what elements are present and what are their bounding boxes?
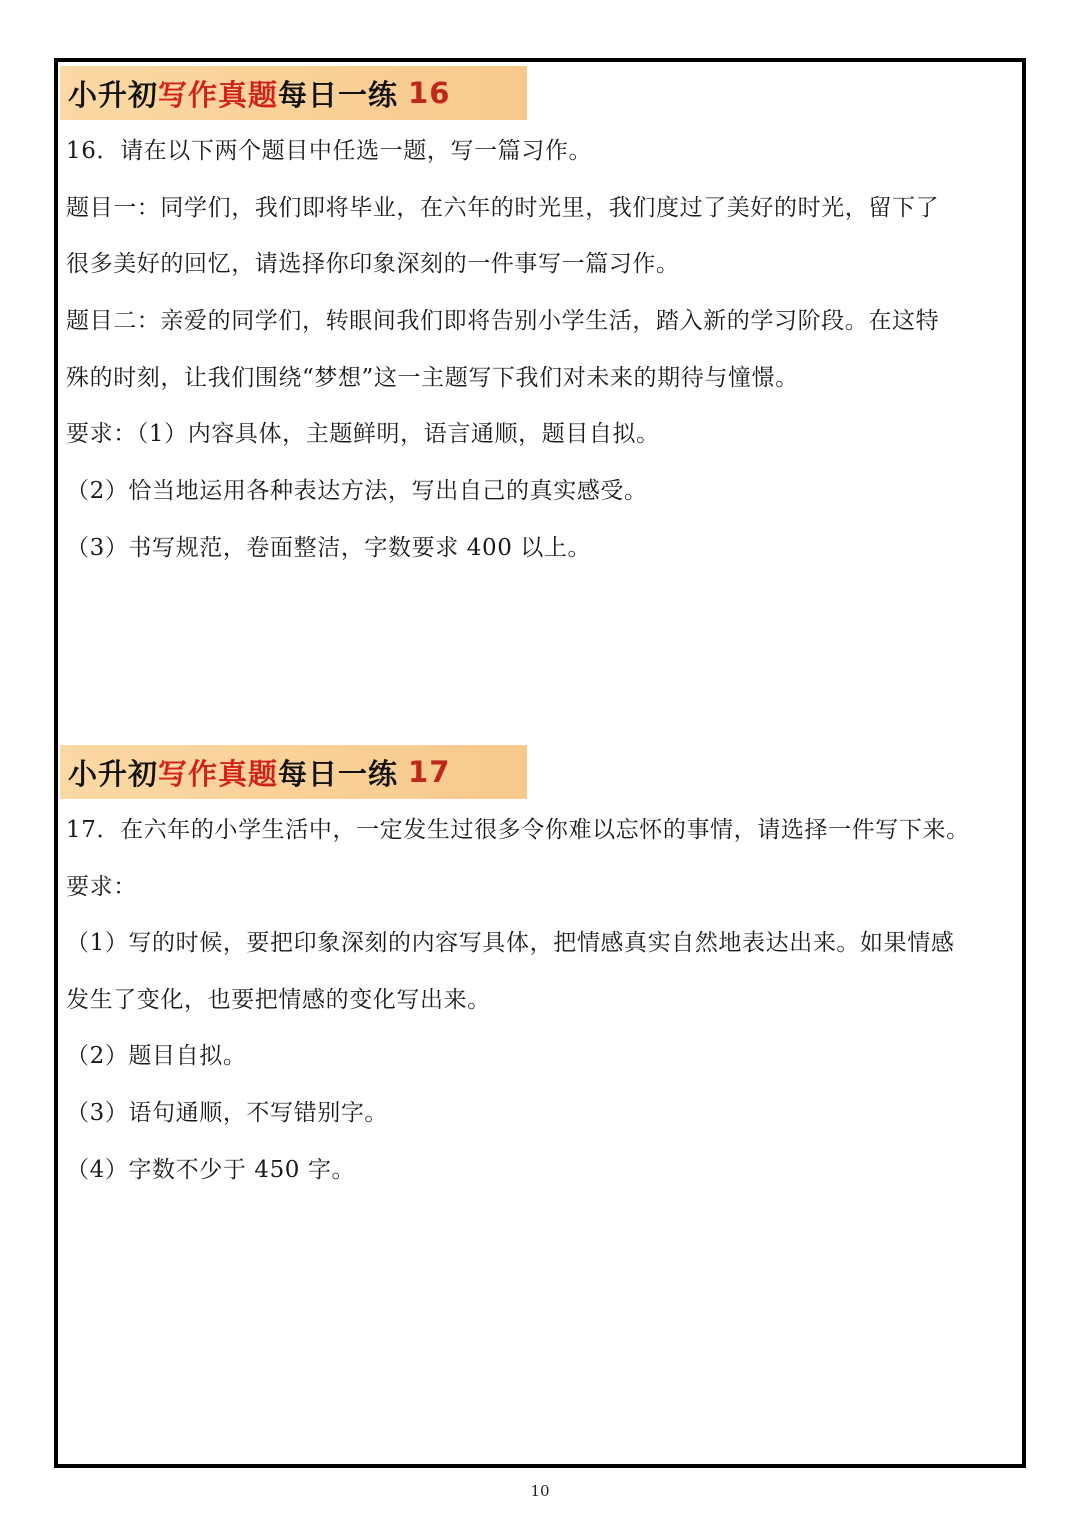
q16-topic1-line2: 很多美好的回忆，请选择你印象深刻的一件事写一篇习作。: [66, 251, 680, 277]
q16-prompt: 16．请在以下两个题目中任选一题，写一篇习作。: [66, 138, 593, 164]
section-title-17: [60, 745, 527, 799]
section-title-16: [60, 66, 527, 120]
q16-requirement-3: （3）书写规范，卷面整洁，字数要求 400 以上。: [66, 535, 592, 561]
q16-requirement-1: 要求：（1）内容具体，主题鲜明，语言通顺，题目自拟。: [66, 421, 660, 447]
q17-requirements-label: 要求：: [66, 874, 137, 900]
q16-requirement-2: （2）恰当地运用各种表达方法，写出自己的真实感受。: [66, 478, 648, 504]
q17-requirement-3: （3）语句通顺，不写错别字。: [66, 1100, 389, 1126]
title-highlight: 写作真题: [158, 756, 279, 791]
q16-topic2-line1: 题目二：亲爱的同学们，转眼间我们即将告别小学生活，踏入新的学习阶段。在这特: [66, 308, 940, 334]
q17-requirement-1-line2: 发生了变化，也要把情感的变化写出来。: [66, 987, 491, 1013]
title-prefix: 小升初: [68, 77, 159, 112]
q17-prompt: 17．在六年的小学生活中，一定发生过很多令你难以忘怀的事情，请选择一件写下来。: [66, 817, 970, 843]
title-prefix: 小升初: [68, 756, 159, 791]
title-suffix: 每日一练: [278, 77, 399, 112]
title-number: 16: [408, 76, 451, 110]
title-suffix: 每日一练: [278, 756, 399, 791]
title-highlight: 写作真题: [158, 77, 279, 112]
q17-requirement-4: （4）字数不少于 450 字。: [66, 1157, 356, 1183]
q16-topic2-line2: 殊的时刻，让我们围绕“梦想”这一主题写下我们对未来的期待与憧憬。: [66, 365, 799, 391]
q17-requirement-2: （2）题目自拟。: [66, 1043, 247, 1069]
q16-topic1-line1: 题目一：同学们，我们即将毕业，在六年的时光里，我们度过了美好的时光，留下了: [66, 195, 940, 221]
page-number: 10: [530, 1482, 550, 1500]
q17-requirement-1-line1: （1）写的时候，要把印象深刻的内容写具体，把情感真实自然地表达出来。如果情感: [66, 930, 955, 956]
title-number: 17: [408, 755, 451, 789]
